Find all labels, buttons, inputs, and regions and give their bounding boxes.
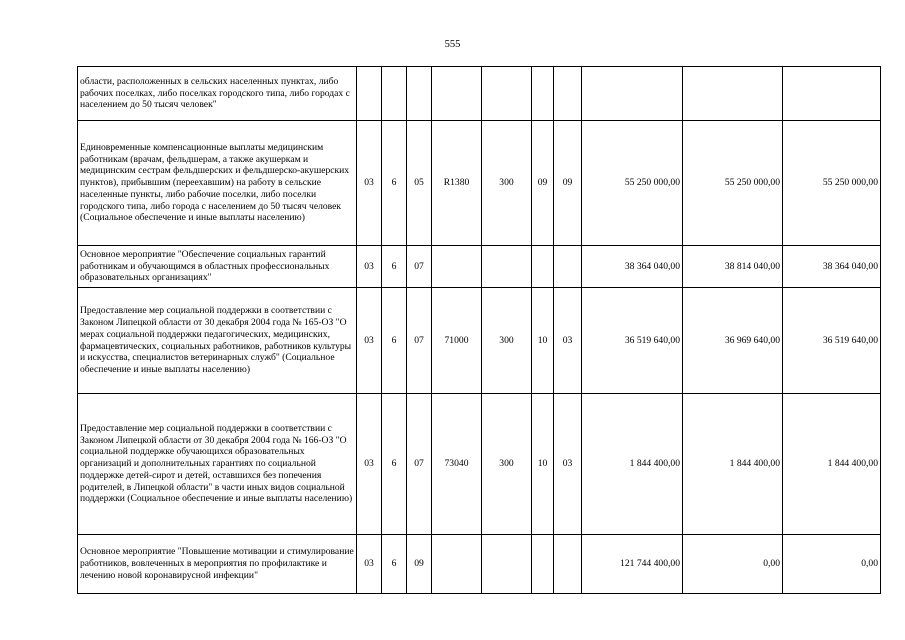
table-row (78, 535, 881, 594)
cell-om (407, 67, 432, 121)
cell-vr: 300 (482, 288, 532, 394)
row-description: Предоставление мер социальной поддержки в соответствии с Законом Липецкой области от 30 декабря 2004 года № 166-ОЗ "О социальной поддержке обучающихся образовательных организаций и дополнительных гарантиях по социальной поддержке детей-сирот и детей, оставшихся без попечения родителей, в Липецкой области" в части иных видов социальной поддержки (Социальное обеспечение и иные выплаты населению) (78, 394, 357, 535)
cell-rz (532, 535, 554, 594)
cell-amount-3: 38 364 040,00 (783, 246, 881, 288)
cell-gp: 03 (357, 121, 382, 246)
cell-amount-1: 121 744 400,00 (582, 535, 683, 594)
cell-vr (482, 246, 532, 288)
cell-amount-3: 55 250 000,00 (783, 121, 881, 246)
cell-amount-2: 38 814 040,00 (683, 246, 783, 288)
cell-direction (432, 67, 482, 121)
cell-pp: 6 (382, 246, 407, 288)
cell-amount-2: 36 969 640,00 (683, 288, 783, 394)
row-description: области, расположенных в сельских населенных пунктах, либо рабочих поселках, либо поселках городского типа, либо городах с населением до 50 тысяч человек" (78, 67, 357, 121)
cell-vr: 300 (482, 121, 532, 246)
cell-om: 07 (407, 288, 432, 394)
cell-pp: 6 (382, 394, 407, 535)
cell-direction: R1380 (432, 121, 482, 246)
cell-rz: 09 (532, 121, 554, 246)
cell-direction: 73040 (432, 394, 482, 535)
cell-pp (382, 67, 407, 121)
row-description: Предоставление мер социальной поддержки в соответствии с Законом Липецкой области от 30 декабря 2004 года № 165-ОЗ "О мерах социальной поддержки педагогических, медицинских, фармацевтических, социальных работников, работников культуры и искусства, специалистов ветеринарных служб" (Социальное обеспечение и иные выплаты населению) (78, 288, 357, 394)
cell-amount-1 (582, 67, 683, 121)
cell-amount-3: 36 519 640,00 (783, 288, 881, 394)
cell-amount-1: 1 844 400,00 (582, 394, 683, 535)
cell-amount-3: 0,00 (783, 535, 881, 594)
cell-pr (554, 67, 582, 121)
row-description: Основное мероприятие "Повышение мотивации и стимулирование работников, вовлеченных в мероприятия по профилактике и лечению новой коронавирусной инфекции" (78, 535, 357, 594)
cell-amount-2: 0,00 (683, 535, 783, 594)
cell-amount-1: 36 519 640,00 (582, 288, 683, 394)
cell-direction: 71000 (432, 288, 482, 394)
budget-table (77, 66, 881, 594)
cell-gp: 03 (357, 535, 382, 594)
cell-amount-2 (683, 67, 783, 121)
cell-pr (554, 535, 582, 594)
cell-gp (357, 67, 382, 121)
cell-pp: 6 (382, 121, 407, 246)
cell-om: 07 (407, 246, 432, 288)
cell-direction (432, 246, 482, 288)
cell-pp: 6 (382, 288, 407, 394)
cell-amount-3 (783, 67, 881, 121)
cell-vr (482, 67, 532, 121)
table-row (78, 67, 881, 121)
cell-om: 07 (407, 394, 432, 535)
table-row (78, 121, 881, 246)
cell-vr: 300 (482, 394, 532, 535)
table-row (78, 246, 881, 288)
cell-pr: 09 (554, 121, 582, 246)
cell-pp: 6 (382, 535, 407, 594)
table-row (78, 288, 881, 394)
cell-amount-1: 38 364 040,00 (582, 246, 683, 288)
cell-direction (432, 535, 482, 594)
cell-gp: 03 (357, 288, 382, 394)
row-description: Основное мероприятие "Обеспечение социальных гарантий работникам и обучающимся в областных профессиональных образовательных организациях" (78, 246, 357, 288)
cell-gp: 03 (357, 394, 382, 535)
cell-rz: 10 (532, 288, 554, 394)
cell-om: 09 (407, 535, 432, 594)
cell-amount-2: 55 250 000,00 (683, 121, 783, 246)
cell-rz (532, 67, 554, 121)
cell-pr: 03 (554, 394, 582, 535)
cell-pr (554, 246, 582, 288)
cell-om: 05 (407, 121, 432, 246)
cell-amount-3: 1 844 400,00 (783, 394, 881, 535)
cell-rz: 10 (532, 394, 554, 535)
cell-gp: 03 (357, 246, 382, 288)
cell-vr (482, 535, 532, 594)
cell-pr: 03 (554, 288, 582, 394)
table-row (78, 394, 881, 535)
cell-amount-2: 1 844 400,00 (683, 394, 783, 535)
cell-rz (532, 246, 554, 288)
page-number: 555 (444, 39, 461, 50)
cell-amount-1: 55 250 000,00 (582, 121, 683, 246)
row-description: Единовременные компенсационные выплаты медицинским работникам (врачам, фельдшерам, а также акушеркам и медицинским сестрам фельдшерских и фельдшерско-акушерских пунктов), прибывшим (переехавшим) на работу в сельские населенные пункты, либо рабочие поселки, либо поселки городского типа, либо города с населением до 50 тысяч человек (Социальное обеспечение и иные выплаты населению) (78, 121, 357, 246)
